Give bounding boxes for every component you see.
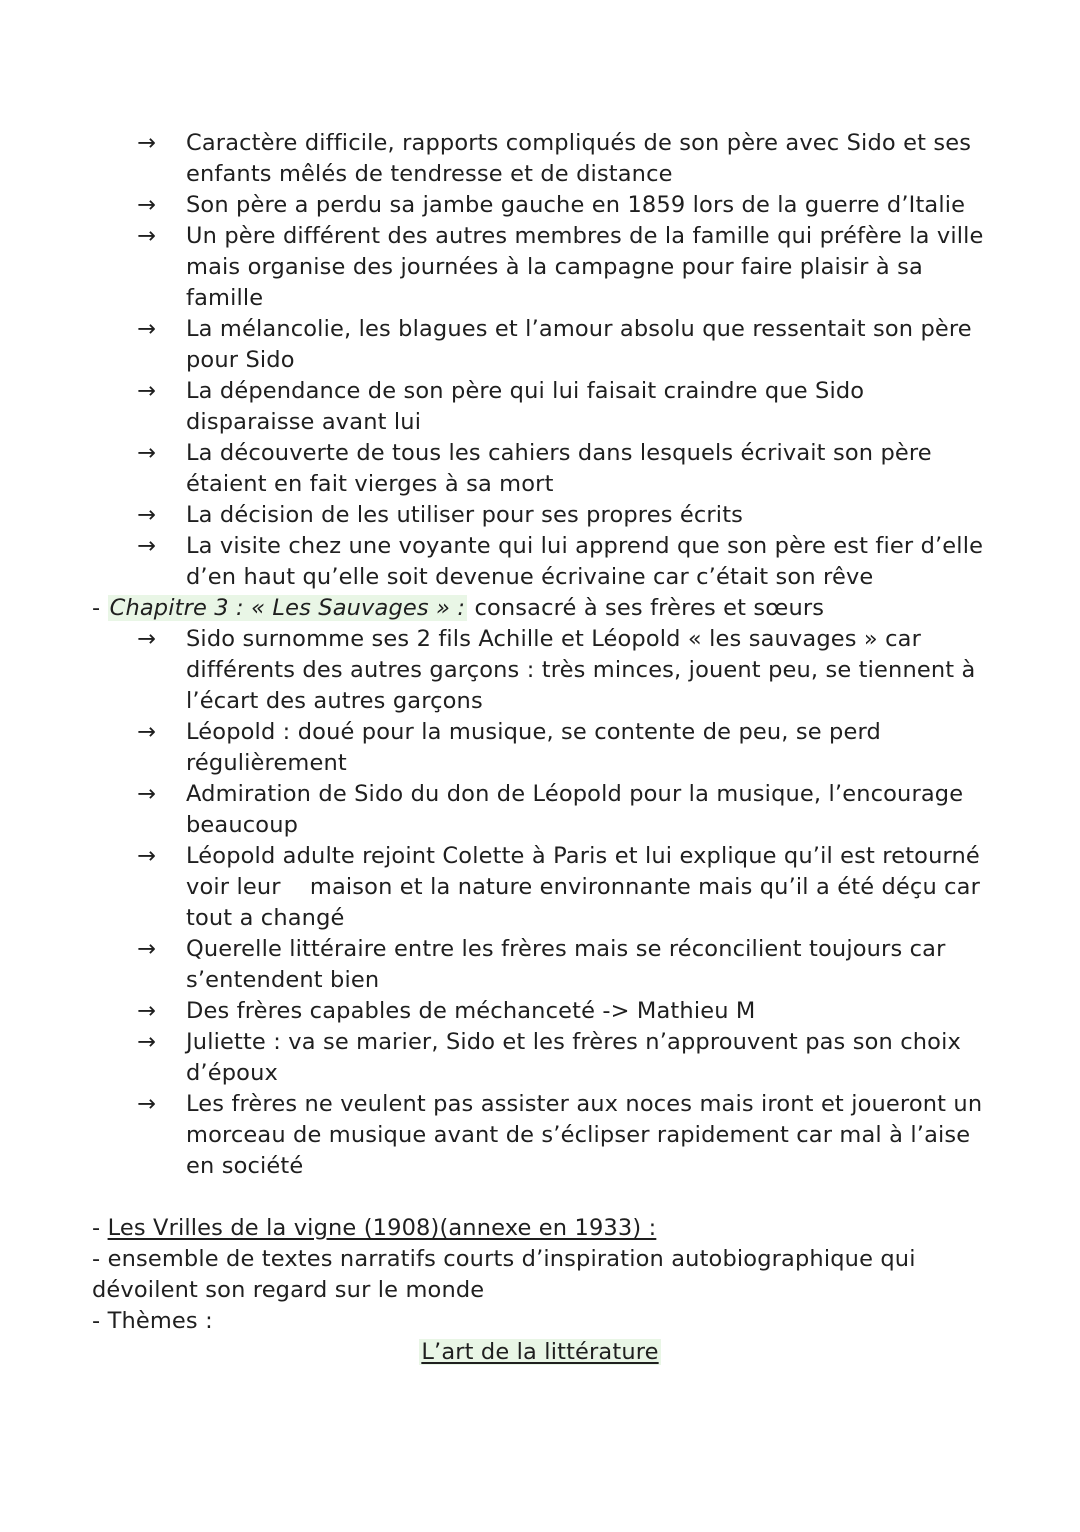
theme-heading-row (0, 1337, 1080, 1368)
arrow-icon: → (137, 223, 157, 249)
arrow-icon: → (137, 440, 157, 466)
arrow-icon: → (137, 843, 157, 869)
list-item-text: Les frères ne veulent pas assister aux noces mais iront et joueront un morceau de musique avant de s’éclipser rapidement car mal à l’aise en société (186, 1091, 983, 1179)
list-item-text: Juliette : va se marier, Sido et les frères n’approuvent pas son choix d’époux (186, 1029, 961, 1086)
theme-heading: L’art de la littérature (421, 1339, 659, 1365)
arrow-icon: → (137, 998, 157, 1024)
spacer (0, 1182, 1080, 1213)
list-item-text: La découverte de tous les cahiers dans lesquels écrivait son père étaient en fait vierges à sa mort (186, 440, 932, 497)
arrow-icon: → (137, 626, 157, 652)
list-item (0, 221, 1080, 314)
list-item (0, 531, 1080, 593)
list-item (0, 376, 1080, 438)
list-item-text: La décision de les utiliser pour ses propres écrits (186, 502, 744, 528)
list-item (0, 717, 1080, 779)
list-item (0, 314, 1080, 376)
vrilles-themes-label: - Thèmes : (92, 1308, 213, 1334)
arrow-icon: → (137, 130, 157, 156)
list-item (0, 500, 1080, 531)
document-page (0, 128, 1080, 1368)
list-item-text: La dépendance de son père qui lui faisait craindre que Sido disparaisse avant lui (186, 378, 865, 435)
vrilles-dash: - (92, 1215, 108, 1241)
siblings-notes-list (0, 624, 1080, 1182)
chapter-3-title: Chapitre 3 : « Les Sauvages » : (109, 595, 466, 621)
arrow-icon: → (137, 936, 157, 962)
list-item (0, 1027, 1080, 1089)
arrow-icon: → (137, 719, 157, 745)
list-item-text: Léopold adulte rejoint Colette à Paris et lui explique qu’il est retourné voir leur maison et la nature environnante mais qu’il a été déçu car tout a changé (186, 843, 988, 931)
father-notes-list (0, 128, 1080, 593)
list-item-text: Caractère difficile, rapports compliqués de son père avec Sido et ses enfants mêlés de tendresse et de distance (186, 130, 972, 187)
arrow-icon: → (137, 781, 157, 807)
list-item (0, 1089, 1080, 1182)
list-item (0, 128, 1080, 190)
list-item (0, 934, 1080, 996)
list-item (0, 438, 1080, 500)
chapter-3-heading (0, 593, 1080, 624)
list-item (0, 996, 1080, 1027)
list-item-text: Des frères capables de méchanceté -> Mathieu M (186, 998, 756, 1024)
arrow-icon: → (137, 533, 157, 559)
list-item-text: Son père a perdu sa jambe gauche en 1859 lors de la guerre d’Italie (186, 192, 966, 218)
arrow-icon: → (137, 192, 157, 218)
list-item-text: La mélancolie, les blagues et l’amour absolu que ressentait son père pour Sido (186, 316, 972, 373)
list-item (0, 779, 1080, 841)
arrow-icon: → (137, 316, 157, 342)
vrilles-title: Les Vrilles de la vigne (1908)(annexe en 1933) : (107, 1215, 657, 1241)
arrow-icon: → (137, 378, 157, 404)
list-item-text: Un père différent des autres membres de la famille qui préfère la ville mais organise des journées à la campagne pour faire plaisir à sa famille (186, 223, 984, 311)
list-item-text: Querelle littéraire entre les frères mais se réconcilient toujours car s’entendent bien (186, 936, 946, 993)
arrow-icon: → (137, 502, 157, 528)
vrilles-description: - ensemble de textes narratifs courts d’inspiration autobiographique qui dévoilent son regard sur le monde (92, 1246, 916, 1303)
chapter-3-subtitle: consacré à ses frères et sœurs (467, 595, 825, 621)
list-item-text: La visite chez une voyante qui lui apprend que son père est fier d’elle d’en haut qu’elle soit devenue écrivaine car c’était son rêve (186, 533, 984, 590)
list-item (0, 624, 1080, 717)
list-item (0, 841, 1080, 934)
arrow-icon: → (137, 1091, 157, 1117)
chapter-3-dash: - (92, 595, 108, 621)
vrilles-heading (0, 1213, 1080, 1244)
list-item-text: Léopold : doué pour la musique, se contente de peu, se perd régulièrement (186, 719, 881, 776)
list-item-text: Admiration de Sido du don de Léopold pour la musique, l’encourage beaucoup (186, 781, 964, 838)
arrow-icon: → (137, 1029, 157, 1055)
list-item-text: Sido surnomme ses 2 fils Achille et Léopold « les sauvages » car différents des autres garçons : très minces, jouent peu, se tiennent à l’écart des autres garçons (186, 626, 976, 714)
list-item (0, 190, 1080, 221)
